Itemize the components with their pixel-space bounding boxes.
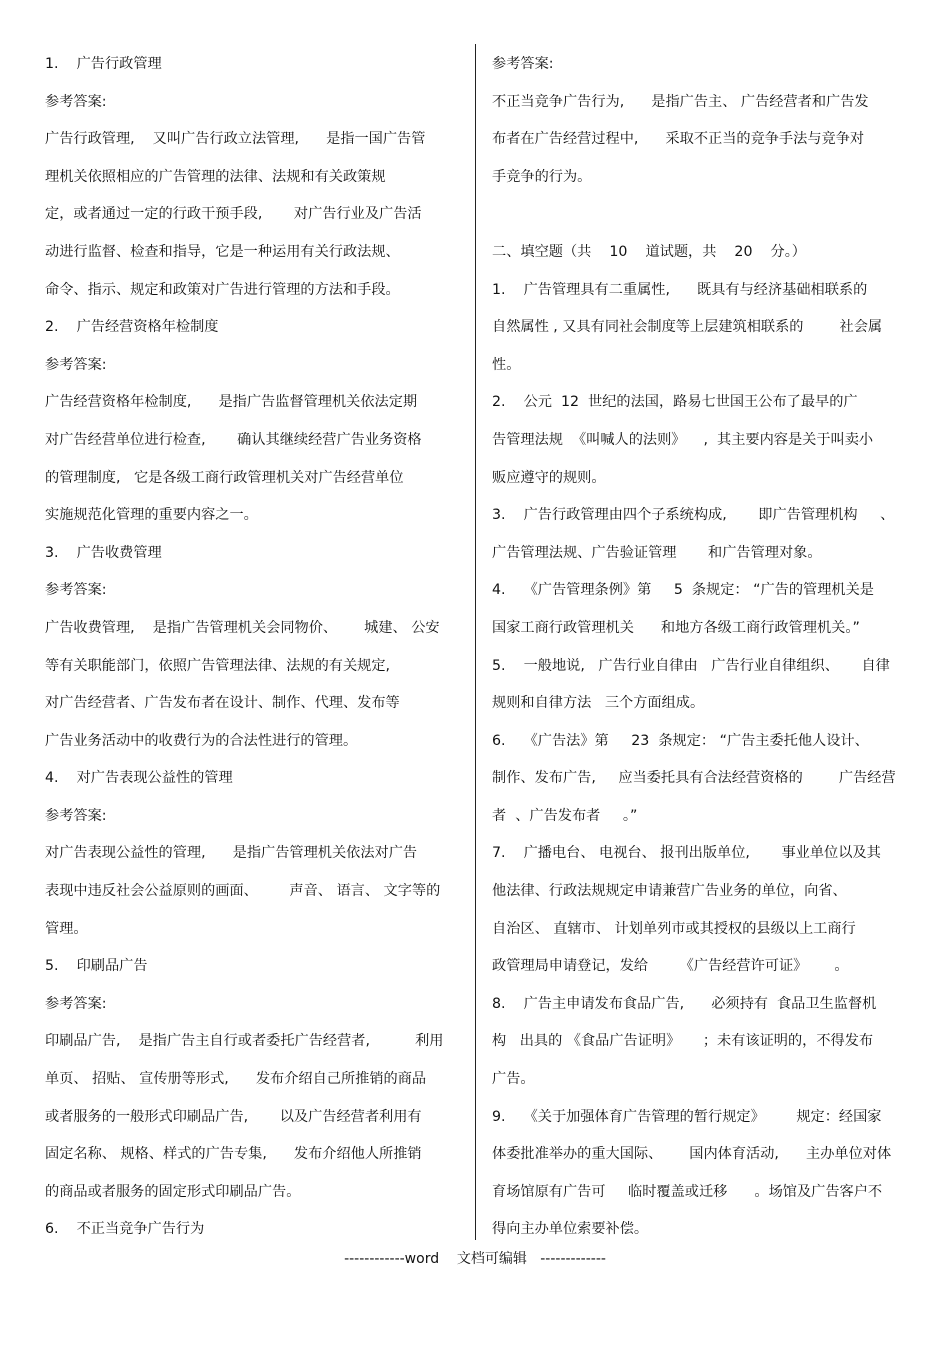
- text-line: 者 、广告发布者 。”: [492, 807, 638, 824]
- text-line: 5. 印刷品广告: [45, 958, 148, 975]
- text-line: [492, 196, 904, 234]
- text-line: 手竞争的行为。: [492, 168, 592, 185]
- text-line: 广告业务活动中的收费行为的合法性进行的管理。: [45, 732, 358, 749]
- text-line: 管理。: [45, 920, 88, 937]
- text-line: 广告收费管理, 是指广告管理机关会同物价、 城建、 公安: [45, 619, 440, 636]
- text-line: 单页、 招贴、 宣传册等形式, 发布介绍自己所推销的商品: [45, 1071, 427, 1088]
- text-line: 告管理法规 《叫喊人的法则》 , 其主要内容是关于叫卖小: [492, 431, 874, 448]
- text-line: 参考答案:: [45, 582, 107, 599]
- text-line: 1. 广告行政管理: [45, 56, 162, 72]
- text-line: 二、填空题（共 10 道试题，共 20 分。）: [492, 243, 806, 260]
- left-column: [45, 46, 460, 1249]
- text-line: 4. 《广告管理条例》第 5 条规定： “广告的管理机关是: [492, 582, 874, 599]
- text-line: 体委批准举办的重大国际、 国内体育活动, 主办单位对体: [492, 1146, 892, 1163]
- text-line: 参考答案:: [45, 807, 107, 824]
- text-line: 等有关职能部门，依照广告管理法律、法规的有关规定,: [45, 657, 391, 674]
- right-column: [492, 46, 904, 1249]
- text-line: 自治区、 直辖市、 计划单列市或其授权的县级以上工商行: [492, 920, 856, 937]
- text-line: 7. 广播电台、 电视台、 报刊出版单位, 事业单位以及其: [492, 845, 881, 862]
- text-line: 广告经营资格年检制度, 是指广告监督管理机关依法定期: [45, 394, 418, 411]
- text-line: 3. 广告行政管理由四个子系统构成, 即广告管理机构 、: [492, 507, 895, 524]
- text-line: 1. 广告管理具有二重属性, 既具有与经济基础相联系的: [492, 281, 868, 298]
- text-line: 定，或者通过一定的行政干预手段, 对广告行业及广告活: [45, 206, 422, 223]
- text-line: 实施规范化管理的重要内容之一。: [45, 507, 258, 524]
- text-line: 制作、发布广告, 应当委托具有合法经营资格的 广告经营: [492, 770, 896, 787]
- text-line: 规则和自律方法 三个方面组成。: [492, 695, 705, 712]
- text-line: 参考答案:: [492, 56, 554, 72]
- text-line: 理机关依照相应的广告管理的法律、法规和有关政策规: [45, 168, 386, 185]
- text-line: 育场馆原有广告可 临时覆盖或迁移 。场馆及广告客户不: [492, 1183, 883, 1200]
- text-line: 得向主办单位索要补偿。: [492, 1221, 649, 1238]
- text-line: 或者服务的一般形式印刷品广告, 以及广告经营者利用有: [45, 1108, 422, 1125]
- text-line: 表现中违反社会公益原则的画面、 声音、 语言、 文字等的: [45, 883, 441, 900]
- text-line: 性。: [492, 356, 521, 373]
- text-line: 广告。: [492, 1071, 535, 1088]
- text-line: 6. 《广告法》第 23 条规定： “广告主委托他人设计、: [492, 732, 869, 749]
- text-line: 3. 广告收费管理: [45, 544, 162, 561]
- text-line: 5. 一般地说, 广告行业自律由 广告行业自律组织、 自律: [492, 657, 890, 674]
- text-line: 4. 对广告表现公益性的管理: [45, 770, 233, 787]
- text-line: 参考答案:: [45, 995, 107, 1012]
- text-line: 构 出具的 《食品广告证明》 ；未有该证明的，不得发布: [492, 1033, 874, 1050]
- text-line: 参考答案:: [45, 93, 107, 110]
- text-line: 广告行政管理, 又叫广告行政立法管理, 是指一国广告管: [45, 131, 426, 148]
- text-line: 贩应遵守的规则。: [492, 469, 606, 486]
- text-line: 8. 广告主申请发布食品广告, 必须持有 食品卫生监督机: [492, 995, 877, 1012]
- text-line: 参考答案:: [45, 356, 107, 373]
- text-line: 他法律、行政法规规定申请兼营广告业务的单位，向省、: [492, 883, 847, 900]
- text-line: 的商品或者服务的固定形式印刷品广告。: [45, 1183, 301, 1200]
- text-line: 2. 公元 12 世纪的法国，路易七世国王公布了最早的广: [492, 394, 858, 411]
- text-line: 9. 《关于加强体育广告管理的暂行规定》 规定：经国家: [492, 1108, 882, 1125]
- text-line: 固定名称、 规格、样式的广告专集, 发布介绍他人所推销: [45, 1146, 422, 1163]
- text-line: 2. 广告经营资格年检制度: [45, 319, 219, 336]
- text-line: 自然属性 , 又具有同社会制度等上层建筑相联系的 社会属: [492, 319, 883, 336]
- text-line: 政管理局申请登记，发给 《广告经营许可证》 。: [492, 958, 849, 975]
- text-line: 印刷品广告, 是指广告主自行或者委托广告经营者, 利用: [45, 1033, 444, 1050]
- text-line: 的管理制度, 它是各级工商行政管理机关对广告经营单位: [45, 469, 404, 486]
- text-line: 对广告表现公益性的管理, 是指广告管理机关依法对广告: [45, 845, 418, 862]
- text-line: 国家工商行政管理机关 和地方各级工商行政管理机关。”: [492, 619, 860, 636]
- page-footer: ------------word 文档可编辑 -------------: [344, 1251, 606, 1267]
- text-line: 广告管理法规、广告验证管理 和广告管理对象。: [492, 544, 822, 561]
- text-line: 布者在广告经营过程中, 采取不正当的竞争手法与竞争对: [492, 131, 865, 148]
- text-line: 对广告经营单位进行检查, 确认其继续经营广告业务资格: [45, 431, 422, 448]
- text-line: 不正当竞争广告行为, 是指广告主、 广告经营者和广告发: [492, 93, 869, 110]
- text-line: 动进行监督、检查和指导，它是一种运用有关行政法规、: [45, 243, 400, 260]
- column-divider: [475, 44, 476, 1240]
- text-line: 对广告经营者、广告发布者在设计、制作、代理、发布等: [45, 695, 400, 712]
- text-line: 命令、指示、规定和政策对广告进行管理的方法和手段。: [45, 281, 400, 298]
- text-line: 6. 不正当竞争广告行为: [45, 1221, 205, 1238]
